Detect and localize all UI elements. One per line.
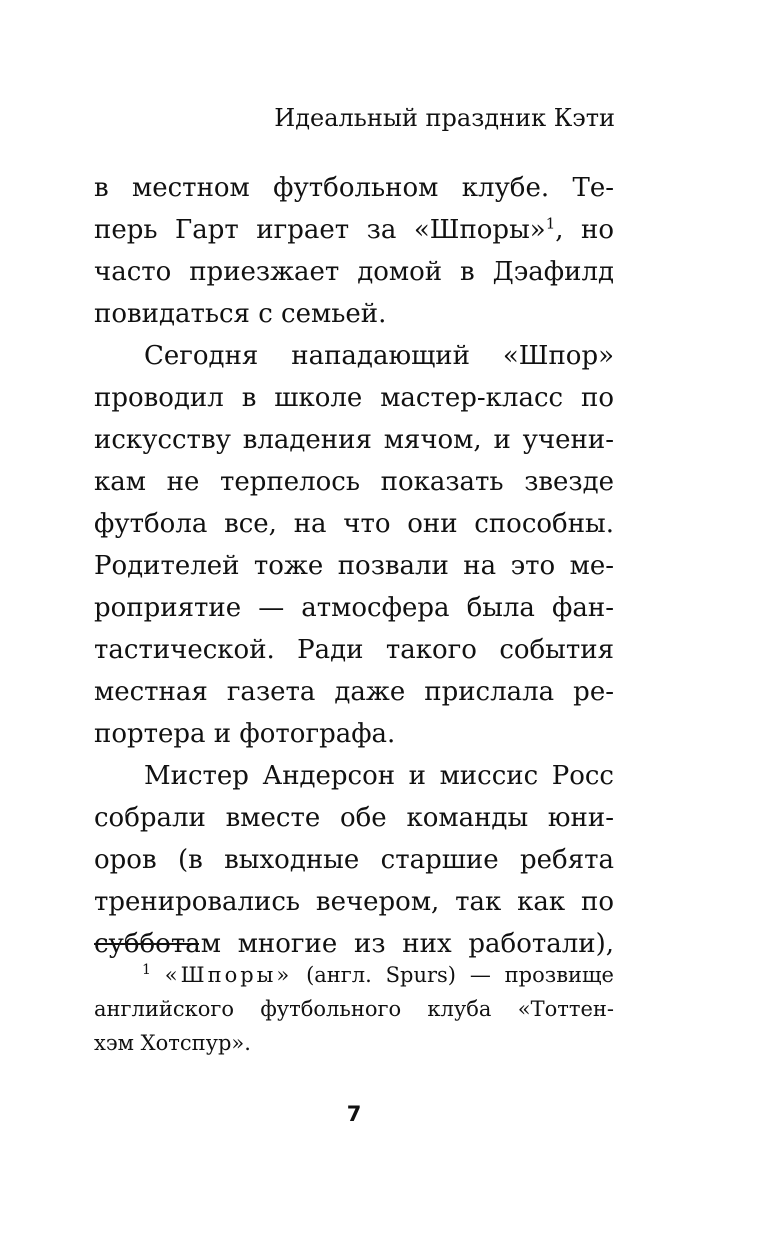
footnote-line: английского футбольного клуба «Тоттен- xyxy=(94,997,614,1021)
body-line: искусству владения мячом, и учени- xyxy=(94,425,614,455)
body-line: оров (в выходные старшие ребята xyxy=(94,845,614,875)
body-line: собрали вместе обе команды юни- xyxy=(94,803,614,833)
body-line: кам не терпелось показать звезде xyxy=(94,467,614,497)
page-number: 7 xyxy=(346,1102,362,1126)
footnote-term: «Шпоры» xyxy=(164,963,293,987)
body-line: футбола все, на что они способны. xyxy=(94,509,614,539)
running-head: Идеальный праздник Кэти xyxy=(274,104,615,132)
body-line: портера и фотографа. xyxy=(94,719,396,749)
body-line: Родителей тоже позвали на это ме- xyxy=(94,551,614,581)
body-line: тастической. Ради такого события xyxy=(94,635,614,665)
footnote-rule xyxy=(94,943,199,945)
body-line: субботам многие из них работали), xyxy=(94,929,614,959)
footnote-number: 1 xyxy=(142,962,151,978)
body-line-text: перь Гарт играет за «Шпоры» xyxy=(94,215,546,245)
body-line: роприятие — атмосфера была фан- xyxy=(94,593,614,623)
body-line: тренировались вечером, так как по xyxy=(94,887,614,917)
body-line: Мистер Андерсон и миссис Росс xyxy=(144,761,614,791)
body-line: повидаться с семьей. xyxy=(94,299,387,329)
footnote-line: хэм Хотспур». xyxy=(94,1031,251,1055)
body-line: местная газета даже прислала ре- xyxy=(94,677,614,707)
body-line: проводил в школе мастер-класс по xyxy=(94,383,614,413)
body-line-tail: , но xyxy=(555,215,614,245)
body-line: часто приезжает домой в Дэафилд xyxy=(94,257,614,287)
body-line: в местном футбольном клубе. Те- xyxy=(94,173,614,203)
body-line: Сегодня нападающий «Шпор» xyxy=(144,341,614,371)
body-line xyxy=(94,209,614,251)
footnote-reference[interactable]: 1 xyxy=(545,214,556,233)
footnote-line-text: (англ. Spurs) — прозвище xyxy=(306,963,614,987)
footnote-line xyxy=(94,958,614,992)
